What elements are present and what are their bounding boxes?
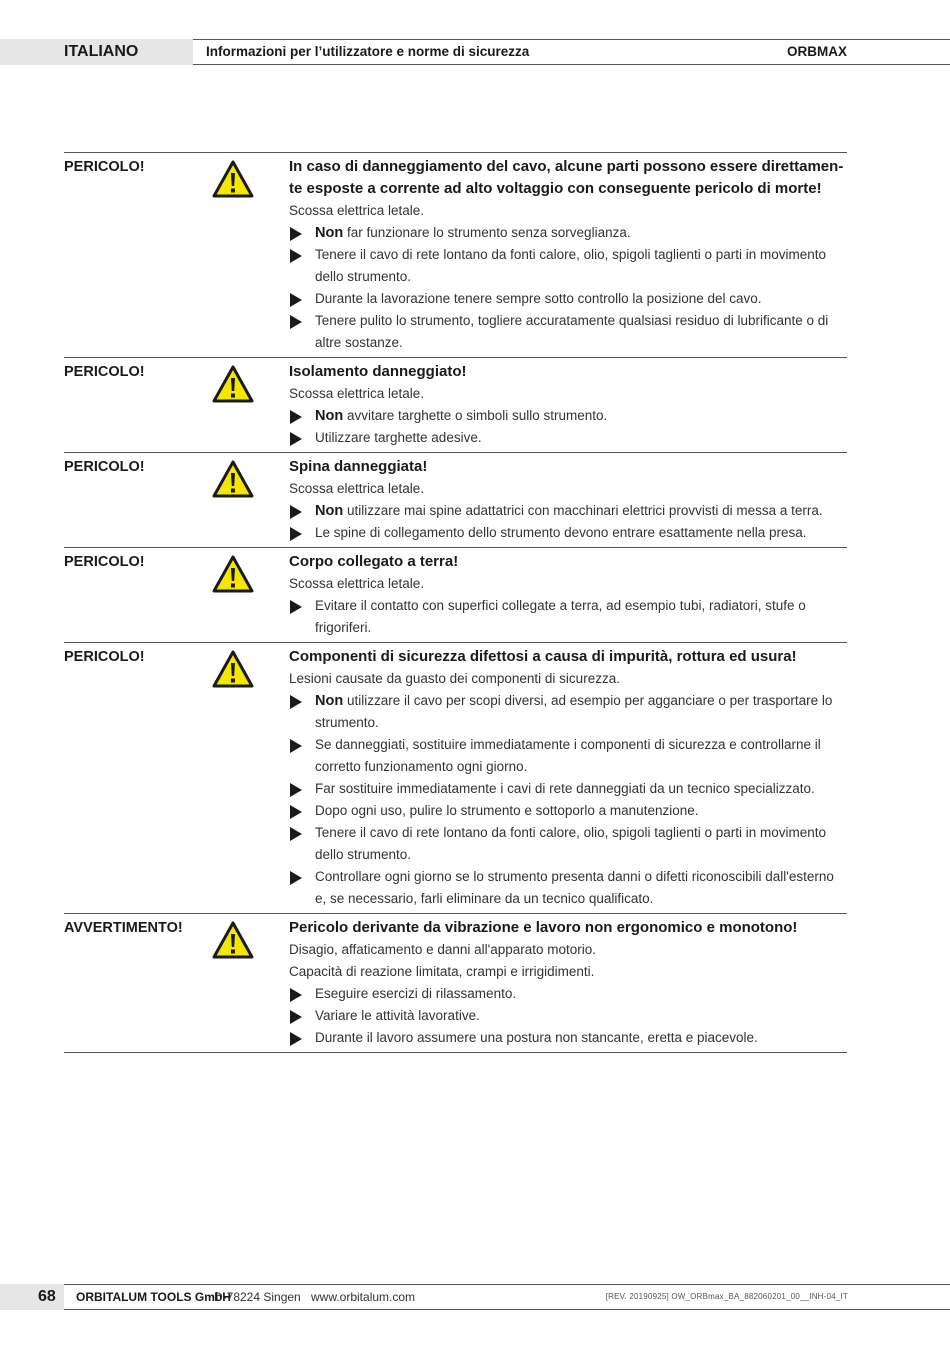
bullet-arrow-icon (290, 827, 302, 841)
header-bar (193, 39, 950, 65)
measure-text: Tenere pulito lo strumento, togliere accuratamente qualsiasi residuo di lubrificante o di altre sostanze. (315, 313, 829, 350)
warning-triangle-icon (211, 159, 255, 199)
measure-item (289, 244, 847, 288)
hazard-title: Pericolo derivante da vibrazione e lavoro non ergonomico e monotono! (289, 919, 798, 936)
bullet-arrow-icon (290, 432, 302, 446)
measure-text: utilizzare il cavo per scopi diversi, ad esempio per agganciare o per trasportare lo strumento. (315, 693, 833, 730)
measure-item (289, 405, 847, 427)
hazard-consequence: Lesioni causate da guasto dei componenti di sicurezza. (289, 671, 620, 686)
bullet-arrow-icon (290, 505, 302, 519)
measure-text: Far sostituire immediatamente i cavi di rete danneggiati da un tecnico specializzato. (315, 781, 815, 796)
measure-text: Utilizzare targhette adesive. (315, 430, 482, 445)
measure-text: Durante il lavoro assumere una postura non stancante, eretta e piacevole. (315, 1030, 758, 1045)
hazard-level-label: PERICOLO! (64, 159, 145, 175)
measure-item (289, 778, 847, 800)
bullet-arrow-icon (290, 695, 302, 709)
measure-item (289, 500, 847, 522)
hazard-consequence: Scossa elettrica letale. (289, 481, 425, 496)
measure-item (289, 1005, 847, 1027)
bullet-arrow-icon (290, 249, 302, 263)
hazard-consequence: Disagio, affaticamento e danni all'apparato motorio. (289, 942, 597, 957)
measure-item (289, 866, 847, 910)
safety-row (64, 642, 847, 913)
bullet-arrow-icon (290, 805, 302, 819)
hazard-level-label: AVVERTIMENTO! (64, 920, 183, 936)
bullet-arrow-icon (290, 871, 302, 885)
safety-table (64, 152, 847, 1053)
measure-item (289, 983, 847, 1005)
measure-emphasis: Non (315, 503, 344, 519)
header-language: ITALIANO (0, 39, 193, 65)
bullet-arrow-icon (290, 315, 302, 329)
measure-text: Se danneggiati, sostituire immediatamente i componenti di sicurezza e controllarne il corretto funzionamento ogni giorno. (315, 737, 821, 774)
measure-text: far funzionare lo strumento senza sorveglianza. (343, 225, 631, 240)
measure-item (289, 734, 847, 778)
measure-item (289, 822, 847, 866)
measure-text: Tenere il cavo di rete lontano da fonti calore, olio, spigoli taglienti o parti in movimento dello strumento. (315, 247, 827, 284)
page-number: 68 (0, 1284, 64, 1310)
measure-text: Controllare ogni giorno se lo strumento presenta danni o difetti riconoscibili dall'esterno e, se necessario, farli eliminare da un tecnico qualificato. (315, 869, 834, 906)
safety-row-body (289, 643, 847, 913)
warning-triangle-icon (211, 649, 255, 689)
hazard-consequence: Scossa elettrica letale. (289, 576, 425, 591)
measure-text: Le spine di collegamento dello strumento devono entrare esattamente nella presa. (315, 525, 807, 540)
hazard-title: Corpo collegato a terra! (289, 553, 459, 570)
measure-item (289, 522, 847, 544)
bullet-arrow-icon (290, 410, 302, 424)
footer-address: D-78224 Singen (214, 1290, 301, 1304)
bullet-arrow-icon (290, 227, 302, 241)
bullet-arrow-icon (290, 988, 302, 1002)
measure-item (289, 1027, 847, 1049)
hazard-level-label: PERICOLO! (64, 364, 145, 380)
safety-row (64, 357, 847, 452)
hazard-level-label: PERICOLO! (64, 554, 145, 570)
safety-row (64, 913, 847, 1053)
page-footer (0, 1284, 950, 1310)
warning-triangle-icon (211, 459, 255, 499)
safety-row-body (289, 453, 847, 547)
measure-emphasis: Non (315, 408, 344, 424)
safety-row-body (289, 548, 847, 642)
measure-emphasis: Non (315, 225, 344, 241)
measure-text: Dopo ogni uso, pulire lo strumento e sottoporlo a manutenzione. (315, 803, 699, 818)
warning-triangle-icon (211, 920, 255, 960)
hazard-title: Componenti di sicurezza difettosi a causa di impurità, rottura ed usura! (289, 648, 797, 665)
measure-item (289, 690, 847, 734)
header-product: ORBMAX (787, 44, 847, 59)
safety-row (64, 152, 847, 357)
safety-row (64, 452, 847, 547)
measure-item (289, 800, 847, 822)
measure-item (289, 222, 847, 244)
measure-text: avvitare targhette o simboli sullo strumento. (343, 408, 608, 423)
safety-row-body (289, 358, 847, 452)
bullet-arrow-icon (290, 1010, 302, 1024)
measure-text: Eseguire esercizi di rilassamento. (315, 986, 517, 1001)
warning-triangle-icon (211, 554, 255, 594)
bullet-arrow-icon (290, 600, 302, 614)
footer-revision: [REV. 20190925] OW_ORBmax_BA_882060201_00__INH-04_IT (605, 1292, 848, 1301)
bullet-arrow-icon (290, 293, 302, 307)
safety-row-body (289, 153, 847, 357)
measure-text: Tenere il cavo di rete lontano da fonti calore, olio, spigoli taglienti o parti in movimento dello strumento. (315, 825, 827, 862)
footer-company: ORBITALUM TOOLS GmbH (76, 1290, 231, 1304)
hazard-title: In caso di danneggiamento del cavo, alcune parti possono essere direttamente esposte a corrente ad alto voltaggio con conseguente pericolo di morte! (289, 158, 844, 197)
page-header (0, 39, 950, 65)
measure-item (289, 310, 847, 354)
hazard-consequence: Scossa elettrica letale. (289, 386, 425, 401)
warning-triangle-icon (211, 364, 255, 404)
measure-text: Variare le attività lavorative. (315, 1008, 480, 1023)
bullet-arrow-icon (290, 739, 302, 753)
measure-item (289, 427, 847, 449)
safety-row-body (289, 914, 847, 1052)
hazard-title: Isolamento danneggiato! (289, 363, 467, 380)
measure-text: Durante la lavorazione tenere sempre sotto controllo la posizione del cavo. (315, 291, 762, 306)
hazard-level-label: PERICOLO! (64, 459, 145, 475)
footer-bar (64, 1284, 950, 1310)
header-title: Informazioni per l’utilizzatore e norme di sicurezza (206, 44, 530, 59)
measure-item (289, 595, 847, 639)
bullet-arrow-icon (290, 527, 302, 541)
measure-emphasis: Non (315, 693, 344, 709)
bullet-arrow-icon (290, 1032, 302, 1046)
hazard-title: Spina danneggiata! (289, 458, 428, 475)
hazard-consequence: Capacità di reazione limitata, crampi e irrigidimenti. (289, 964, 595, 979)
bullet-arrow-icon (290, 783, 302, 797)
measure-text: Evitare il contatto con superfici collegate a terra, ad esempio tubi, radiatori, stufe o frigoriferi. (315, 598, 806, 635)
measure-item (289, 288, 847, 310)
footer-website[interactable]: www.orbitalum.com (311, 1290, 416, 1304)
hazard-level-label: PERICOLO! (64, 649, 145, 665)
hazard-consequence: Scossa elettrica letale. (289, 203, 425, 218)
safety-row (64, 547, 847, 642)
measure-text: utilizzare mai spine adattatrici con macchinari elettrici provvisti di messa a terra. (343, 503, 823, 518)
